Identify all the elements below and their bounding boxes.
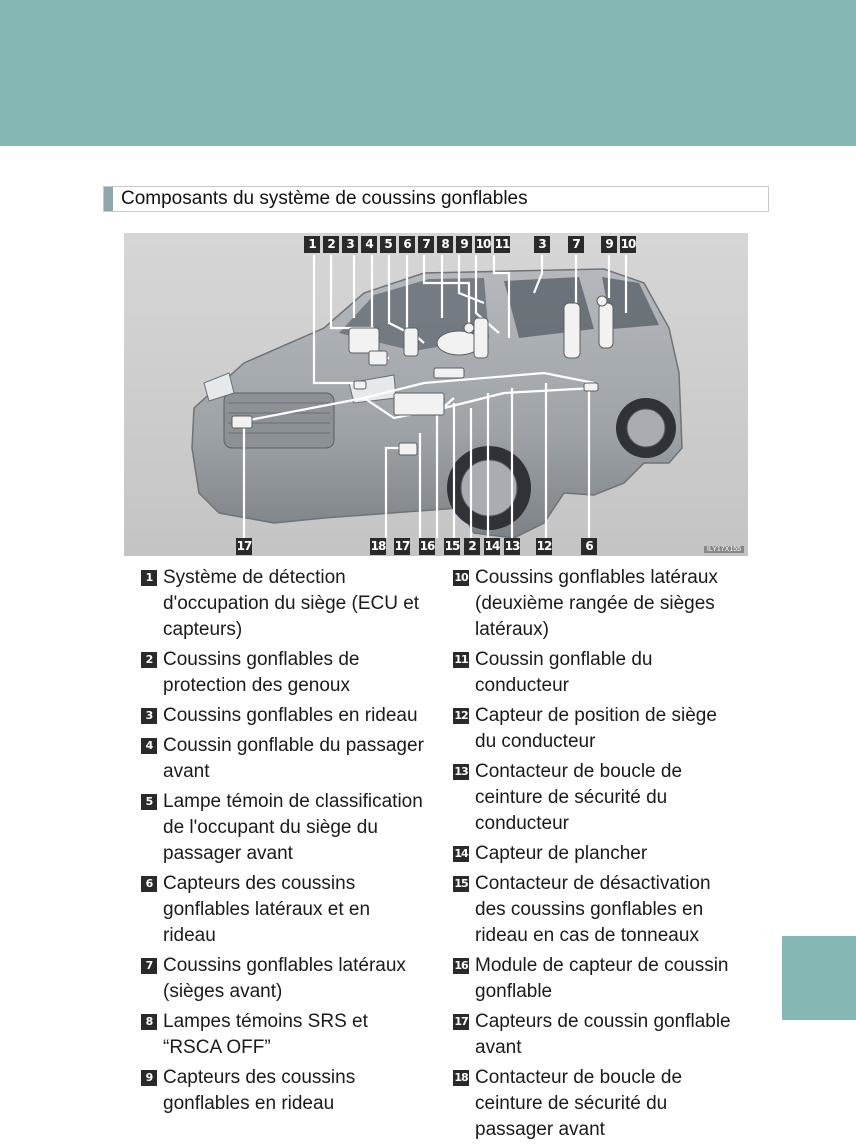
legend-item — [453, 759, 738, 837]
callout-bottom-17b: 17 — [394, 539, 410, 553]
section-title: Composants du système de coussins gonflables — [121, 188, 528, 209]
legend-number: 6 — [141, 876, 157, 892]
legend-item — [141, 647, 426, 699]
legend-text: Coussins gonflables de protection des genoux — [163, 649, 360, 696]
legend-number: 13 — [454, 765, 468, 778]
legend-item — [141, 1065, 426, 1117]
callout-bottom-18: 18 — [370, 539, 386, 553]
legend-left-column — [141, 565, 426, 1121]
callout-top-7b: 7 — [568, 236, 584, 253]
callout-top-10b: 10 — [620, 237, 636, 251]
callout-bottom-12: 12 — [536, 539, 552, 553]
callout-bottom-13: 13 — [504, 539, 520, 553]
legend-number: 4 — [141, 738, 157, 754]
legend-item — [453, 953, 738, 1005]
callout-top-2: 2 — [323, 236, 339, 253]
legend-text: Capteurs des coussins gonflables en rideau — [163, 1067, 356, 1114]
legend-number: 14 — [454, 847, 468, 860]
rear-wheel-rim — [627, 409, 665, 447]
callout-bottom-6: 6 — [581, 538, 597, 555]
callout-top-9: 9 — [456, 236, 472, 253]
legend-number: 11 — [454, 653, 468, 666]
callout-top-7: 7 — [418, 236, 434, 253]
legend-text: Contacteur de désactivation des coussins gonflables en rideau en cas de tonneaux — [475, 873, 711, 946]
legend-number: 12 — [454, 709, 468, 722]
legend-item — [453, 1009, 738, 1061]
legend-text: Coussin gonflable du conducteur — [475, 649, 653, 696]
callout-top-1: 1 — [304, 236, 320, 253]
callout-bottom-2: 2 — [464, 538, 480, 555]
legend-text: Lampe témoin de classification de l'occupant du siège du passager avant — [163, 791, 423, 864]
legend-number: 2 — [141, 652, 157, 668]
legend-text: Capteurs de coussin gonflable avant — [475, 1011, 731, 1058]
legend-number: 15 — [454, 877, 468, 890]
callout-bottom-15: 15 — [444, 539, 460, 553]
callout-top-3b: 3 — [534, 236, 550, 253]
legend-text: Système de détection d'occupation du siège (ECU et capteurs) — [163, 567, 420, 640]
legend-item — [141, 953, 426, 1005]
callout-top-5: 5 — [380, 236, 396, 253]
legend-text: Capteur de position de siège du conducteur — [475, 705, 717, 752]
legend-number: 8 — [141, 1014, 157, 1030]
legend-text: Coussins gonflables en rideau — [163, 705, 418, 726]
legend-item — [141, 871, 426, 949]
legend-item — [453, 841, 738, 867]
section-header-bar — [104, 187, 113, 211]
legend-text: Coussin gonflable du passager avant — [163, 735, 424, 782]
legend-item — [141, 1009, 426, 1061]
legend-item — [141, 703, 426, 729]
legend-number: 3 — [141, 708, 157, 724]
legend-number: 10 — [454, 571, 468, 584]
legend-number: 18 — [454, 1071, 468, 1084]
legend-number: 16 — [454, 959, 468, 972]
legend-item — [141, 733, 426, 785]
legend-text: Lampes témoins SRS et “RSCA OFF” — [163, 1011, 368, 1058]
airbag-components-figure — [124, 233, 748, 556]
vehicle-illustration — [124, 233, 748, 556]
legend-item — [453, 871, 738, 949]
legend-item — [141, 789, 426, 867]
callout-bottom-14: 14 — [484, 539, 500, 553]
legend-right-column — [453, 565, 738, 1147]
callout-top-3: 3 — [342, 236, 358, 253]
legend-item — [141, 565, 426, 643]
legend-number: 9 — [141, 1070, 157, 1086]
legend-text: Capteurs des coussins gonflables latéraux et en rideau — [163, 873, 371, 946]
callout-top-10: 10 — [475, 237, 491, 251]
callout-bottom-16: 16 — [419, 539, 435, 553]
legend-text: Module de capteur de coussin gonflable — [475, 955, 729, 1002]
legend-number: 1 — [141, 570, 157, 586]
callout-top-11: 11 — [494, 237, 510, 251]
page-header-band — [0, 0, 856, 146]
section-header — [103, 186, 769, 212]
callout-top-4: 4 — [361, 236, 377, 253]
legend-text: Capteur de plancher — [475, 843, 648, 864]
legend-text: Contacteur de boucle de ceinture de sécurité du conducteur — [475, 761, 683, 834]
legend-number: 5 — [141, 794, 157, 810]
image-code: ILY17X155 — [704, 546, 744, 553]
legend-number: 17 — [454, 1015, 468, 1028]
legend-item — [453, 647, 738, 699]
legend-text: Coussins gonflables latéraux (deuxième rangée de sièges latéraux) — [475, 567, 718, 640]
legend-number: 7 — [141, 958, 157, 974]
chapter-side-tab — [782, 936, 856, 1020]
callout-top-6: 6 — [399, 236, 415, 253]
legend-item — [453, 1065, 738, 1143]
legend-item — [453, 703, 738, 755]
callout-top-8: 8 — [437, 236, 453, 253]
legend-item — [453, 565, 738, 643]
legend-text: Contacteur de boucle de ceinture de sécurité du passager avant — [475, 1067, 683, 1140]
callout-bottom-17: 17 — [236, 539, 252, 553]
legend-text: Coussins gonflables latéraux (sièges avant) — [163, 955, 406, 1002]
callout-top-9b: 9 — [601, 236, 617, 253]
